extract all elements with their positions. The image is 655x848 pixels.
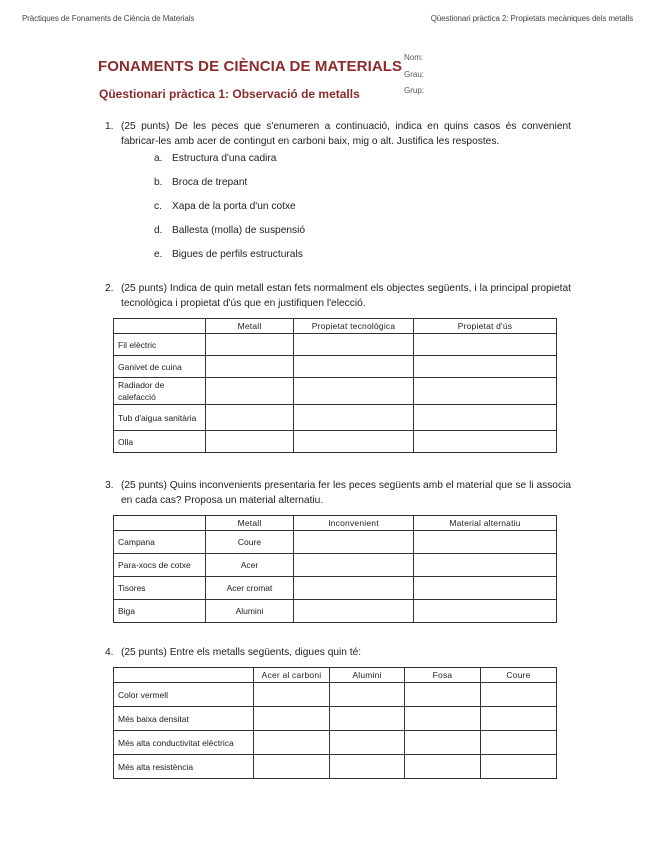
option-c <box>154 201 296 212</box>
table-row <box>114 577 557 600</box>
running-header-left: Pràctiques de Fonaments de Ciència de Materials <box>22 14 195 23</box>
option-a <box>154 153 276 164</box>
table-row <box>114 405 557 431</box>
question-4 <box>105 645 571 660</box>
question-4-number: 4. <box>105 647 114 658</box>
answer-cell[interactable] <box>294 431 414 453</box>
metal-cell: Acer <box>206 554 294 577</box>
row-label: Més alta conductivitat elèctrica <box>114 731 254 755</box>
table-header-row <box>114 516 557 531</box>
answer-cell[interactable] <box>294 405 414 431</box>
document-subtitle: Qüestionari pràctica 1: Observació de metalls <box>99 87 360 101</box>
running-header-right: Qüestionari pràctica 2: Propietats mecàniques dels metalls <box>430 14 633 23</box>
question-3 <box>105 478 571 508</box>
answer-cell[interactable] <box>294 531 414 554</box>
metal-cell: Alumini <box>206 600 294 623</box>
column-header <box>114 668 254 683</box>
row-label: Olla <box>114 431 206 453</box>
answer-cell[interactable] <box>414 334 557 356</box>
answer-cell[interactable] <box>481 683 557 707</box>
question-2 <box>105 281 571 311</box>
answer-cell[interactable] <box>330 755 405 779</box>
option-text: Xapa de la porta d'un cotxe <box>172 201 296 212</box>
table-row <box>114 554 557 577</box>
metal-cell: Coure <box>206 531 294 554</box>
answer-cell[interactable] <box>206 431 294 453</box>
row-label: Tub d'aigua sanitària <box>114 405 206 431</box>
answer-cell[interactable] <box>414 554 557 577</box>
answer-cell[interactable] <box>481 755 557 779</box>
answer-cell[interactable] <box>254 707 330 731</box>
column-header: Metall <box>206 516 294 531</box>
option-e <box>154 249 303 260</box>
option-letter: d. <box>154 225 163 236</box>
answer-cell[interactable] <box>414 405 557 431</box>
column-header: Alumini <box>330 668 405 683</box>
answer-cell[interactable] <box>206 334 294 356</box>
table-row <box>114 531 557 554</box>
answer-cell[interactable] <box>206 378 294 405</box>
answer-cell[interactable] <box>294 378 414 405</box>
option-d <box>154 225 305 236</box>
table-row <box>114 683 557 707</box>
table-q4 <box>113 667 557 779</box>
table-row <box>114 431 557 453</box>
table-header-row <box>114 668 557 683</box>
table-q3 <box>113 515 557 623</box>
row-label: Més alta resistència <box>114 755 254 779</box>
row-label: Color vermell <box>114 683 254 707</box>
answer-cell[interactable] <box>414 600 557 623</box>
row-label: Campana <box>114 531 206 554</box>
row-label: Més baixa densitat <box>114 707 254 731</box>
table-row <box>114 755 557 779</box>
answer-cell[interactable] <box>405 707 481 731</box>
degree-label: Grau: <box>404 70 425 79</box>
answer-cell[interactable] <box>294 577 414 600</box>
row-label: Fil elèctric <box>114 334 206 356</box>
answer-cell[interactable] <box>330 683 405 707</box>
answer-cell[interactable] <box>414 356 557 378</box>
metal-cell: Acer cromat <box>206 577 294 600</box>
answer-cell[interactable] <box>481 731 557 755</box>
table-row <box>114 600 557 623</box>
answer-cell[interactable] <box>414 378 557 405</box>
answer-cell[interactable] <box>414 577 557 600</box>
table-row <box>114 731 557 755</box>
option-b <box>154 177 247 188</box>
answer-cell[interactable] <box>405 731 481 755</box>
answer-cell[interactable] <box>294 600 414 623</box>
row-label: Biga <box>114 600 206 623</box>
table-q2 <box>113 318 557 453</box>
table-row <box>114 378 557 405</box>
answer-cell[interactable] <box>414 431 557 453</box>
table-row <box>114 356 557 378</box>
question-1-text: (25 punts) De les peces que s'enumeren a continuació, indica en quins casos és convenient fabricar-les amb acer de contingut en carboni baix, mig o alt. Justifica les respostes. <box>121 121 571 147</box>
answer-cell[interactable] <box>414 531 557 554</box>
answer-cell[interactable] <box>254 683 330 707</box>
question-4-text: (25 punts) Entre els metalls següents, digues quin té: <box>121 647 362 658</box>
table-row <box>114 707 557 731</box>
question-2-text: (25 punts) Indica de quin metall estan fets normalment els objectes següents, i la principal propietat tecnològica i propietat d'ús que en justifiquen l'elecció. <box>121 283 571 309</box>
column-header: Metall <box>206 319 294 334</box>
answer-cell[interactable] <box>405 683 481 707</box>
question-1 <box>105 119 571 149</box>
column-header: Propietat tecnològica <box>294 319 414 334</box>
group-label: Grup: <box>404 86 425 95</box>
row-label: Radiador de calefacció <box>114 378 206 405</box>
answer-cell[interactable] <box>206 405 294 431</box>
answer-cell[interactable] <box>206 356 294 378</box>
row-label: Para-xocs de cotxe <box>114 554 206 577</box>
option-letter: a. <box>154 153 163 164</box>
column-header: Inconvenient <box>294 516 414 531</box>
answer-cell[interactable] <box>294 356 414 378</box>
table-row <box>114 334 557 356</box>
answer-cell[interactable] <box>294 334 414 356</box>
table-header-row <box>114 319 557 334</box>
answer-cell[interactable] <box>481 707 557 731</box>
answer-cell[interactable] <box>405 755 481 779</box>
answer-cell[interactable] <box>330 707 405 731</box>
answer-cell[interactable] <box>254 755 330 779</box>
row-label: Tisores <box>114 577 206 600</box>
option-letter: b. <box>154 177 163 188</box>
question-2-number: 2. <box>105 283 114 294</box>
column-header <box>114 516 206 531</box>
column-header: Coure <box>481 668 557 683</box>
column-header: Material alternatiu <box>414 516 557 531</box>
name-label: Nom: <box>404 53 424 62</box>
answer-cell[interactable] <box>254 731 330 755</box>
document-title: FONAMENTS DE CIÈNCIA DE MATERIALS <box>98 58 403 75</box>
column-header: Acer al carboni <box>254 668 330 683</box>
answer-cell[interactable] <box>294 554 414 577</box>
option-letter: e. <box>154 249 163 260</box>
option-letter: c. <box>154 201 162 212</box>
row-label: Ganivet de cuina <box>114 356 206 378</box>
column-header <box>114 319 206 334</box>
question-3-number: 3. <box>105 480 114 491</box>
option-text: Ballesta (molla) de suspensió <box>172 225 306 236</box>
column-header: Fosa <box>405 668 481 683</box>
answer-cell[interactable] <box>330 731 405 755</box>
option-text: Broca de trepant <box>172 177 248 188</box>
question-3-text: (25 punts) Quins inconvenients presentaria fer les peces següents amb el material que se li associa en cada cas? Proposa un material alternatiu. <box>121 480 571 506</box>
option-text: Estructura d'una cadira <box>172 153 277 164</box>
column-header: Propietat d'ús <box>414 319 557 334</box>
option-text: Bigues de perfils estructurals <box>172 249 303 260</box>
question-1-number: 1. <box>105 121 114 132</box>
